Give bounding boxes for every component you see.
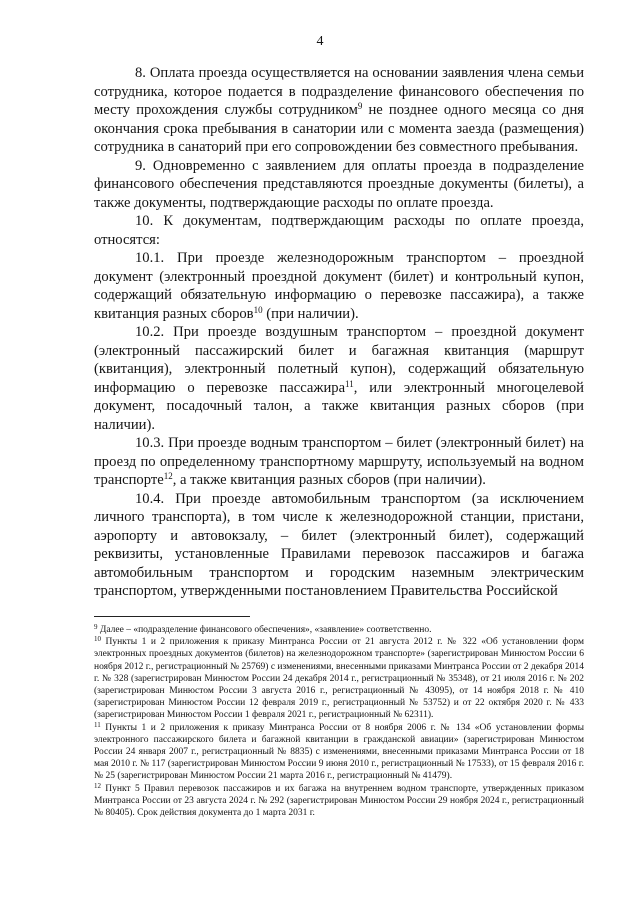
footnote-ref-11[interactable]: 11: [345, 378, 354, 389]
footnote-ref-9[interactable]: 9: [357, 101, 363, 111]
main-text: [94, 64, 584, 601]
footnote-12: $^{12}$ Пункт 5 Правил перевозок пассажиров и их багажа на внутреннем водном транспорте, утвержденных приказом Минтранса России от 23 августа 2024 г. № 292 (зарегистрирован Минюстом России 29 ноября 2024 г., регистрационный № 80405). Срок действия документа до 1 марта 2031 г.: [94, 781, 584, 819]
paragraph-8: 8. Оплата проезда осуществляется на основании заявления члена семьи сотрудника, которое подается в подразделение финансового обеспечения по месту прохождения службы сотрудником$^9$ не позднее одного месяца со дня окончания срока пребывания в санатории или с момента заезда (размещения) сотрудника в санаторий при его сопровождении без совместного пребывания.: [94, 65, 584, 155]
paragraph-10-3: 10.3. При проезде водным транспортом – билет (электронный билет) на проезд по определенному транспортному маршруту, используемый на водном транспорте$^{12}$, а также квитанция разных сборов (при наличии).: [94, 435, 584, 488]
paragraph-10: 10. К документам, подтверждающим расходы по оплате проезда, относятся:: [94, 213, 584, 248]
footnote-10: $^{10}$ Пункты 1 и 2 приложения к приказу Минтранса России от 21 августа 2012 г. № 322 «Об установлении форм электронных проездных документов (билетов) на железнодорожном транспорте» (зарегистрирован Минюстом России 6 ноября 2012 г., регистрационный № 25769) с изменениями, внесенными приказами Минтранса России от 2 декабря 2014 г. № 328 (зарегистрирован Минюстом России 24 декабря 2014 г., регистрационный № 35348), от 21 июля 2016 г. № 202 (зарегистрирован Минюстом России 3 августа 2016 г., регистрационный № 43095), от 14 ноября 2018 г. № 410 (зарегистрирован Минюстом России 12 февраля 2019 г., регистрационный № 53752) и от 22 октября 2020 г. № 433 (зарегистрирован Минюстом России 1 февраля 2021 г., регистрационный № 62311).: [94, 635, 584, 721]
footnotes: [94, 624, 584, 819]
paragraph-9: 9. Одновременно с заявлением для оплаты проезда в подразделение финансового обеспечения представляются проездные документы (билеты), а также документы, подтверждающие расходы по оплате проезда.: [94, 157, 584, 211]
page-number: 4: [316, 34, 324, 49]
footnote-separator: [94, 616, 250, 617]
footnote-ref-10[interactable]: 10: [253, 304, 263, 315]
paragraph-10-1: 10.1. При проезде железнодорожным транспортом – проездной документ (электронный проездной документ (билет) и контрольный купон, содержащий обязательную информацию о перевозке пассажира), а также квитанция разных сборов$^{10}$ (при наличии).: [94, 250, 584, 322]
footnote-ref-12[interactable]: 12: [163, 471, 173, 481]
paragraph-10-2: 10.2. При проезде воздушным транспортом – проездной документ (электронный пассажирский билет и багажная квитанция (маршрут (квитанция), электронный полетный купон), содержащий обязательную информацию о перевозке пассажира$^{11}$, или электронный многоцелевой документ, посадочный талон, а также квитанция разных сборов (при наличии).: [94, 324, 584, 433]
footnote-11: $^{11}$ Пункты 1 и 2 приложения к приказу Минтранса России от 8 ноября 2006 г. № 134 «Об установлении формы электронного пассажирского билета и багажной квитанции в гражданской авиации» (зарегистрирован Минюстом России 24 января 2007 г., регистрационный № 8835) с изменениями, внесенными приказами Минтранса России от 18 мая 2010 г. № 117 (зарегистрирован Минюстом России 9 июня 2010 г., регистрационный № 17533), от 15 февраля 2016 г. № 25 (зарегистрирован Минюстом России 21 марта 2016 г., регистрационный № 41479).: [94, 720, 584, 782]
paragraph-10-4: 10.4. При проезде автомобильным транспортом (за исключением личного транспорта), в том числе к железнодорожной станции, пристани, аэропорту и автовокзалу, – билет (электронный билет), содержащий реквизиты, установленные Правилами перевозок пассажиров и багажа автомобильным транспортом и городским наземным электрическим транспортом, утвержденными постановлением Правительства Российской: [94, 490, 584, 599]
footnote-9: $^9$ Далее – «подразделение финансового обеспечения», «заявление» соответственно.: [94, 623, 432, 635]
